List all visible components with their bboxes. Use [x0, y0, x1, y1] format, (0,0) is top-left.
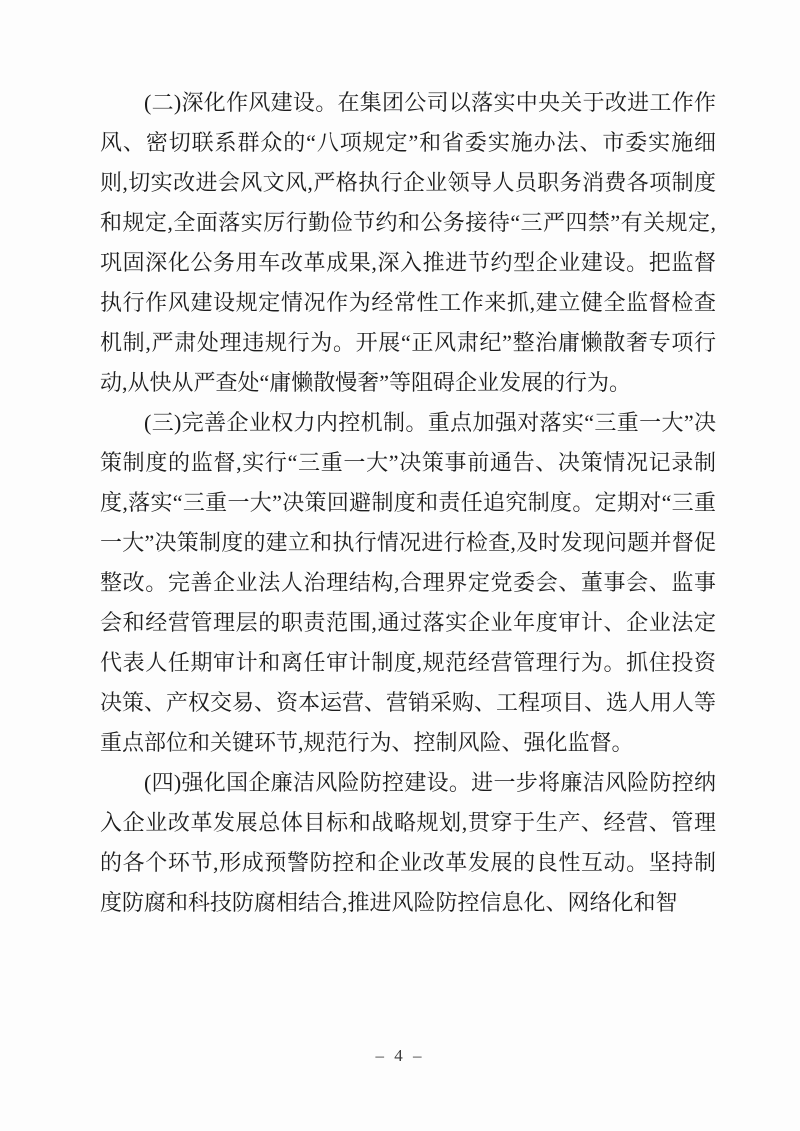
paragraph-3-internal-control: (三)完善企业权力内控机制。重点加强对落实“三重一大”决策制度的监督,实行“三重一大”决策事前通告、决策情况记录制度,落实“三重一大”决策回避制度和责任追究制度。定期对“三重一大”决策制度的建立和执行情况进行检查,及时发现问题并督促整改。完善企业法人治理结构,合理界定党委会、董事会、监事会和经营管理层的职责范围,通过落实企业年度审计、企业法定代表人任期审计和离任审计制度,规范经营管理行为。抓住投资决策、产权交易、资本运营、营销采购、工程项目、选人用人等重点部位和关键环节,规范行为、控制风险、强化监督。 — [100, 410, 717, 755]
page-number: – 4 – — [375, 1046, 425, 1065]
paragraph-2-work-style: (二)深化作风建设。在集团公司以落实中央关于改进工作作风、密切联系群众的“八项规定”和省委实施办法、市委实施细则,切实改进会风文风,严格执行企业领导人员职务消费各项制度和规定,全面落实厉行勤俭节约和公务接待“三严四禁”有关规定,巩固深化公务用车改革成果,深入推进节约型企业建设。把监督执行作风建设规定情况作为经常性工作来抓,建立健全监督检查机制,严肃处理违规行为。开展“正风肃纪”整治庸懒散奢专项行动,从快从严查处“庸懒散慢奢”等阻碍企业发展的行为。 — [100, 90, 716, 395]
document-body — [100, 83, 716, 923]
paragraph-4-integrity-risk: (四)强化国企廉洁风险防控建设。进一步将廉洁风险防控纳入企业改革发展总体目标和战略规划,贯穿于生产、经营、管理的各个环节,形成预警防控和企业改革发展的良性互动。坚持制度防腐和科技防腐相结合,推进风险防控信息化、网络化和智 — [100, 770, 716, 915]
page-footer — [0, 1046, 800, 1066]
